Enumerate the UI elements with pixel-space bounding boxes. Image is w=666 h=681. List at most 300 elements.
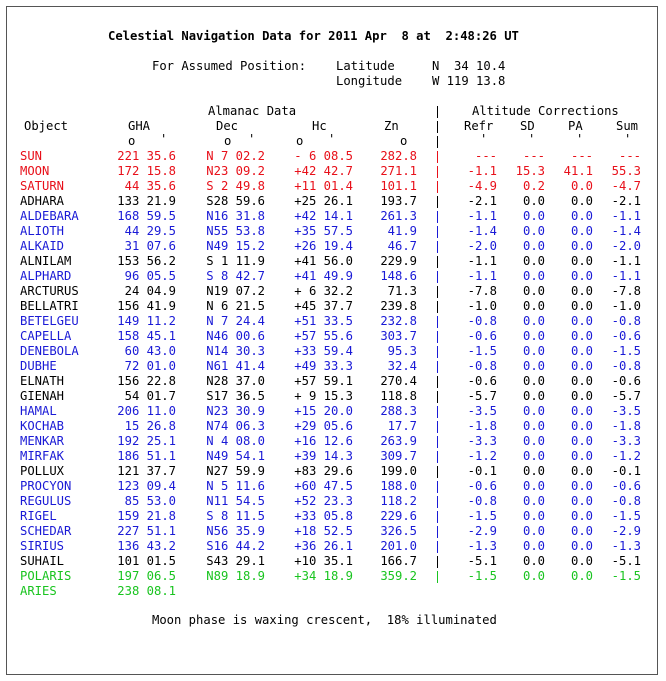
- cell-gha: 159 21.8: [117, 509, 176, 523]
- cell-gha: 206 11.0: [117, 404, 176, 418]
- table-row: [20, 554, 650, 569]
- cell-pa: 0.0: [570, 539, 593, 553]
- cell-sum: -3.5: [611, 404, 641, 418]
- cell-sum: -0.6: [611, 479, 641, 493]
- cell-refr: -3.3: [467, 434, 497, 448]
- cell-sum: -0.8: [611, 314, 641, 328]
- cell-hc: +51 33.5: [294, 314, 353, 328]
- cell-dec: N 5 11.6: [206, 479, 265, 493]
- cell-sum: -2.1: [611, 194, 641, 208]
- cell-refr: -1.4: [467, 224, 497, 238]
- sd-min-unit: ': [528, 132, 536, 146]
- col-pa-header: PA: [568, 119, 583, 133]
- cell-sum: -1.5: [611, 569, 641, 583]
- cell-dec: N74 06.3: [206, 419, 265, 433]
- sum-min-unit: ': [624, 132, 632, 146]
- cell-refr: -0.8: [467, 359, 497, 373]
- longitude-label: Longitude: [336, 74, 403, 88]
- object-name: POLLUX: [20, 464, 65, 478]
- cell-sd: 0.0: [522, 329, 545, 343]
- cell-refr: -0.6: [467, 329, 497, 343]
- object-name: MENKAR: [20, 434, 65, 448]
- cell-zn: 232.8: [380, 314, 417, 328]
- cell-gha: 121 37.7: [117, 464, 176, 478]
- table-row: [20, 374, 650, 389]
- cell-hc: +33 05.8: [294, 509, 353, 523]
- column-divider: [437, 136, 438, 148]
- cell-gha: 197 06.5: [117, 569, 176, 583]
- cell-hc: +83 29.6: [294, 464, 353, 478]
- table-row: [20, 239, 650, 254]
- cell-hc: +57 59.1: [294, 374, 353, 388]
- cell-hc: +52 23.3: [294, 494, 353, 508]
- table-row: [20, 254, 650, 269]
- cell-hc: +25 26.1: [294, 194, 353, 208]
- cell-sd: 0.0: [522, 404, 545, 418]
- cell-refr: -1.5: [467, 509, 497, 523]
- cell-hc: +18 52.5: [294, 524, 353, 538]
- cell-gha: 136 43.2: [117, 539, 176, 553]
- cell-hc: +60 47.5: [294, 479, 353, 493]
- cell-pa: 0.0: [570, 569, 593, 583]
- object-name: MOON: [20, 164, 50, 178]
- cell-sum: ---: [618, 149, 641, 163]
- cell-pa: 0.0: [570, 209, 593, 223]
- cell-zn: 282.8: [380, 149, 417, 163]
- cell-hc: +36 26.1: [294, 539, 353, 553]
- cell-refr: -1.2: [467, 449, 497, 463]
- cell-hc: +42 14.1: [294, 209, 353, 223]
- col-refr-header: Refr: [464, 119, 494, 133]
- pa-min-unit: ': [576, 132, 584, 146]
- table-row: [20, 359, 650, 374]
- object-name: ALKAID: [20, 239, 65, 253]
- table-row: [20, 404, 650, 419]
- cell-pa: 0.0: [570, 494, 593, 508]
- cell-dec: S17 36.5: [206, 389, 265, 403]
- table-row: [20, 269, 650, 284]
- cell-refr: -5.7: [467, 389, 497, 403]
- cell-zn: 71.3: [387, 284, 417, 298]
- cell-hc: +41 56.0: [294, 254, 353, 268]
- object-name: ALIOTH: [20, 224, 65, 238]
- cell-sd: 0.2: [522, 179, 545, 193]
- cell-gha: 238 08.1: [117, 584, 176, 598]
- cell-refr: -1.3: [467, 539, 497, 553]
- cell-sum: -2.0: [611, 239, 641, 253]
- cell-hc: +26 19.4: [294, 239, 353, 253]
- cell-sum: -7.8: [611, 284, 641, 298]
- cell-hc: +29 05.6: [294, 419, 353, 433]
- cell-sd: 0.0: [522, 224, 545, 238]
- cell-hc: +16 12.6: [294, 434, 353, 448]
- cell-gha: 156 41.9: [117, 299, 176, 313]
- col-hc-header: Hc: [312, 119, 327, 133]
- cell-pa: 0.0: [570, 269, 593, 283]
- cell-zn: 199.0: [380, 464, 417, 478]
- object-name: ALPHARD: [20, 269, 72, 283]
- object-name: SIRIUS: [20, 539, 65, 553]
- cell-refr: -0.6: [467, 374, 497, 388]
- table-row: [20, 524, 650, 539]
- cell-gha: 44 35.6: [124, 179, 176, 193]
- cell-refr: -0.8: [467, 494, 497, 508]
- cell-hc: +35 57.5: [294, 224, 353, 238]
- cell-zn: 263.9: [380, 434, 417, 448]
- cell-gha: 221 35.6: [117, 149, 176, 163]
- cell-dec: N61 41.4: [206, 359, 265, 373]
- cell-sd: 0.0: [522, 209, 545, 223]
- cell-pa: ---: [570, 149, 593, 163]
- object-name: DENEBOLA: [20, 344, 79, 358]
- cell-pa: 0.0: [570, 284, 593, 298]
- cell-refr: -4.9: [467, 179, 497, 193]
- cell-sd: 0.0: [522, 569, 545, 583]
- object-name: GIENAH: [20, 389, 65, 403]
- cell-sum: -1.1: [611, 269, 641, 283]
- cell-gha: 133 21.9: [117, 194, 176, 208]
- cell-gha: 60 43.0: [124, 344, 176, 358]
- object-name: MIRFAK: [20, 449, 65, 463]
- cell-dec: S28 59.6: [206, 194, 265, 208]
- column-divider: [437, 121, 438, 133]
- cell-hc: + 6 32.2: [294, 284, 353, 298]
- cell-sd: 0.0: [522, 254, 545, 268]
- object-name: SUN: [20, 149, 43, 163]
- cell-sd: 0.0: [522, 374, 545, 388]
- cell-sum: -0.6: [611, 329, 641, 343]
- cell-refr: -2.1: [467, 194, 497, 208]
- cell-dec: N16 31.8: [206, 209, 265, 223]
- cell-sd: 0.0: [522, 239, 545, 253]
- cell-dec: N55 53.8: [206, 224, 265, 238]
- cell-gha: 149 11.2: [117, 314, 176, 328]
- longitude-value: W 119 13.8: [432, 74, 506, 88]
- cell-refr: -0.1: [467, 464, 497, 478]
- cell-gha: 227 51.1: [117, 524, 176, 538]
- cell-sd: 0.0: [522, 299, 545, 313]
- table-row: [20, 449, 650, 464]
- cell-sum: -1.1: [611, 254, 641, 268]
- cell-hc: +49 33.3: [294, 359, 353, 373]
- object-name: REGULUS: [20, 494, 72, 508]
- position-caption: For Assumed Position:: [152, 59, 307, 73]
- cell-zn: 359.2: [380, 569, 417, 583]
- cell-refr: ---: [474, 149, 497, 163]
- object-name: CAPELLA: [20, 329, 72, 343]
- cell-gha: 101 01.5: [117, 554, 176, 568]
- table-row: [20, 194, 650, 209]
- cell-zn: 101.1: [380, 179, 417, 193]
- cell-sd: 0.0: [522, 464, 545, 478]
- gha-deg-unit: o: [128, 134, 136, 148]
- cell-hc: + 9 15.3: [294, 389, 353, 403]
- cell-sd: 0.0: [522, 539, 545, 553]
- cell-gha: 96 05.5: [124, 269, 176, 283]
- object-name: PROCYON: [20, 479, 72, 493]
- cell-refr: -1.8: [467, 419, 497, 433]
- col-gha-header: GHA: [128, 119, 151, 133]
- cell-sum: -1.3: [611, 539, 641, 553]
- cell-sd: 0.0: [522, 314, 545, 328]
- cell-refr: -1.1: [467, 269, 497, 283]
- col-sd-header: SD: [520, 119, 535, 133]
- cell-hc: +39 14.3: [294, 449, 353, 463]
- hc-deg-unit: o: [296, 134, 304, 148]
- table-row: [20, 179, 650, 194]
- table-row: [20, 434, 650, 449]
- cell-gha: 44 29.5: [124, 224, 176, 238]
- cell-dec: N89 18.9: [206, 569, 265, 583]
- dec-deg-unit: o: [224, 134, 232, 148]
- table-row: [20, 539, 650, 554]
- cell-refr: -0.8: [467, 314, 497, 328]
- cell-sd: 0.0: [522, 509, 545, 523]
- cell-pa: 0.0: [570, 464, 593, 478]
- cell-dec: N23 30.9: [206, 404, 265, 418]
- cell-refr: -2.9: [467, 524, 497, 538]
- cell-zn: 41.9: [387, 224, 417, 238]
- cell-gha: 168 59.5: [117, 209, 176, 223]
- cell-refr: -1.1: [467, 164, 497, 178]
- cell-sum: 55.3: [611, 164, 641, 178]
- table-row: [20, 569, 650, 584]
- cell-sum: -3.3: [611, 434, 641, 448]
- cell-zn: 17.7: [387, 419, 417, 433]
- cell-zn: 118.8: [380, 389, 417, 403]
- cell-hc: +57 55.6: [294, 329, 353, 343]
- latitude-label: Latitude: [336, 59, 395, 73]
- cell-zn: 239.8: [380, 299, 417, 313]
- table-row: [20, 284, 650, 299]
- cell-dec: S 1 11.9: [206, 254, 265, 268]
- table-row: [20, 389, 650, 404]
- cell-sd: 0.0: [522, 194, 545, 208]
- cell-refr: -7.8: [467, 284, 497, 298]
- object-name: RIGEL: [20, 509, 57, 523]
- object-name: POLARIS: [20, 569, 72, 583]
- almanac-section-heading: Almanac Data: [208, 104, 297, 118]
- cell-zn: 309.7: [380, 449, 417, 463]
- zn-deg-unit: o: [400, 134, 408, 148]
- cell-zn: 46.7: [387, 239, 417, 253]
- cell-zn: 288.3: [380, 404, 417, 418]
- object-name: BELLATRI: [20, 299, 79, 313]
- cell-gha: 31 07.6: [124, 239, 176, 253]
- cell-zn: 229.9: [380, 254, 417, 268]
- cell-hc: - 6 08.5: [294, 149, 353, 163]
- cell-sum: -0.8: [611, 494, 641, 508]
- cell-sd: 0.0: [522, 524, 545, 538]
- cell-sum: -4.7: [611, 179, 641, 193]
- dec-min-unit: ': [248, 132, 256, 146]
- cell-hc: +11 01.4: [294, 179, 353, 193]
- cell-sum: -2.9: [611, 524, 641, 538]
- cell-sd: ---: [522, 149, 545, 163]
- cell-zn: 32.4: [387, 359, 417, 373]
- cell-dec: N23 09.2: [206, 164, 265, 178]
- cell-sum: -5.7: [611, 389, 641, 403]
- cell-sd: 0.0: [522, 269, 545, 283]
- col-dec-header: Dec: [216, 119, 239, 133]
- object-name: ELNATH: [20, 374, 65, 388]
- table-row: [20, 164, 650, 179]
- cell-sum: -0.1: [611, 464, 641, 478]
- cell-hc: +45 37.7: [294, 299, 353, 313]
- cell-pa: 0.0: [570, 344, 593, 358]
- table-row: [20, 209, 650, 224]
- cell-sum: -1.4: [611, 224, 641, 238]
- cell-dec: S 8 11.5: [206, 509, 265, 523]
- page-title: Celestial Navigation Data for 2011 Apr 8 at 2:48:26 UT: [108, 29, 519, 43]
- cell-refr: -1.5: [467, 344, 497, 358]
- cell-pa: 0.0: [570, 314, 593, 328]
- table-row: [20, 464, 650, 479]
- cell-zn: 201.0: [380, 539, 417, 553]
- cell-gha: 172 15.8: [117, 164, 176, 178]
- cell-sum: -0.8: [611, 359, 641, 373]
- object-name: ARIES: [20, 584, 57, 598]
- cell-pa: 0.0: [570, 299, 593, 313]
- cell-refr: -1.1: [467, 209, 497, 223]
- cell-dec: N19 07.2: [206, 284, 265, 298]
- table-row: [20, 329, 650, 344]
- cell-pa: 0.0: [570, 224, 593, 238]
- cell-sd: 0.0: [522, 419, 545, 433]
- cell-refr: -1.1: [467, 254, 497, 268]
- cell-pa: 0.0: [570, 389, 593, 403]
- object-name: SATURN: [20, 179, 65, 193]
- cell-pa: 41.1: [563, 164, 593, 178]
- cell-refr: -1.0: [467, 299, 497, 313]
- cell-sum: -1.2: [611, 449, 641, 463]
- col-zn-header: Zn: [384, 119, 399, 133]
- object-name: ARCTURUS: [20, 284, 79, 298]
- cell-dec: S 2 49.8: [206, 179, 265, 193]
- cell-gha: 158 45.1: [117, 329, 176, 343]
- table-row: [20, 299, 650, 314]
- table-row: [20, 419, 650, 434]
- cell-dec: S 8 42.7: [206, 269, 265, 283]
- cell-refr: -0.6: [467, 479, 497, 493]
- object-name: SCHEDAR: [20, 524, 72, 538]
- cell-refr: -2.0: [467, 239, 497, 253]
- cell-pa: 0.0: [570, 359, 593, 373]
- cell-dec: N28 37.0: [206, 374, 265, 388]
- table-row: [20, 344, 650, 359]
- cell-pa: 0.0: [570, 419, 593, 433]
- cell-pa: 0.0: [570, 524, 593, 538]
- cell-pa: 0.0: [570, 194, 593, 208]
- cell-gha: 24 04.9: [124, 284, 176, 298]
- table-row: [20, 224, 650, 239]
- cell-hc: +10 35.1: [294, 554, 353, 568]
- cell-gha: 186 51.1: [117, 449, 176, 463]
- cell-gha: 192 25.1: [117, 434, 176, 448]
- object-name: BETELGEU: [20, 314, 79, 328]
- table-row: [20, 509, 650, 524]
- cell-pa: 0.0: [570, 374, 593, 388]
- cell-dec: N 7 24.4: [206, 314, 265, 328]
- cell-sum: -1.0: [611, 299, 641, 313]
- cell-dec: N 4 08.0: [206, 434, 265, 448]
- cell-sd: 0.0: [522, 494, 545, 508]
- cell-gha: 85 53.0: [124, 494, 176, 508]
- cell-pa: 0.0: [570, 509, 593, 523]
- object-name: DUBHE: [20, 359, 57, 373]
- cell-hc: +42 42.7: [294, 164, 353, 178]
- cell-pa: 0.0: [570, 479, 593, 493]
- cell-gha: 54 01.7: [124, 389, 176, 403]
- cell-gha: 123 09.4: [117, 479, 176, 493]
- cell-gha: 156 22.8: [117, 374, 176, 388]
- cell-dec: N14 30.3: [206, 344, 265, 358]
- cell-zn: 270.4: [380, 374, 417, 388]
- cell-refr: -1.5: [467, 569, 497, 583]
- cell-sum: -1.8: [611, 419, 641, 433]
- cell-sum: -0.6: [611, 374, 641, 388]
- cell-zn: 166.7: [380, 554, 417, 568]
- col-object-header: Object: [24, 119, 69, 133]
- cell-gha: 153 56.2: [117, 254, 176, 268]
- cell-zn: 261.3: [380, 209, 417, 223]
- cell-dec: N 7 02.2: [206, 149, 265, 163]
- cell-sum: -5.1: [611, 554, 641, 568]
- cell-pa: 0.0: [570, 329, 593, 343]
- cell-dec: N27 59.9: [206, 464, 265, 478]
- cell-sum: -1.5: [611, 344, 641, 358]
- cell-refr: -5.1: [467, 554, 497, 568]
- cell-zn: 95.3: [387, 344, 417, 358]
- cell-hc: +33 59.4: [294, 344, 353, 358]
- cell-dec: S16 44.2: [206, 539, 265, 553]
- cell-dec: S43 29.1: [206, 554, 265, 568]
- cell-dec: N56 35.9: [206, 524, 265, 538]
- cell-pa: 0.0: [570, 434, 593, 448]
- cell-sd: 0.0: [522, 359, 545, 373]
- cell-pa: 0.0: [570, 239, 593, 253]
- cell-sum: -1.5: [611, 509, 641, 523]
- cell-refr: -3.5: [467, 404, 497, 418]
- cell-dec: N11 54.5: [206, 494, 265, 508]
- cell-sd: 0.0: [522, 344, 545, 358]
- cell-zn: 193.7: [380, 194, 417, 208]
- cell-hc: +41 49.9: [294, 269, 353, 283]
- latitude-value: N 34 10.4: [432, 59, 506, 73]
- object-name: SUHAIL: [20, 554, 65, 568]
- cell-dec: N49 15.2: [206, 239, 265, 253]
- object-name: ALDEBARA: [20, 209, 79, 223]
- table-row: [20, 479, 650, 494]
- cell-zn: 326.5: [380, 524, 417, 538]
- cell-hc: +15 20.0: [294, 404, 353, 418]
- cell-pa: 0.0: [570, 554, 593, 568]
- object-name: ADHARA: [20, 194, 65, 208]
- cell-dec: N46 00.6: [206, 329, 265, 343]
- cell-sd: 0.0: [522, 389, 545, 403]
- cell-hc: +34 18.9: [294, 569, 353, 583]
- cell-zn: 303.7: [380, 329, 417, 343]
- cell-sd: 0.0: [522, 479, 545, 493]
- moon-phase-footer: Moon phase is waxing crescent, 18% illuminated: [152, 613, 497, 627]
- cell-zn: 271.1: [380, 164, 417, 178]
- cell-zn: 229.6: [380, 509, 417, 523]
- cell-gha: 15 26.8: [124, 419, 176, 433]
- refr-min-unit: ': [480, 132, 488, 146]
- table-row: [20, 149, 650, 164]
- cell-pa: 0.0: [570, 179, 593, 193]
- hc-min-unit: ': [328, 132, 336, 146]
